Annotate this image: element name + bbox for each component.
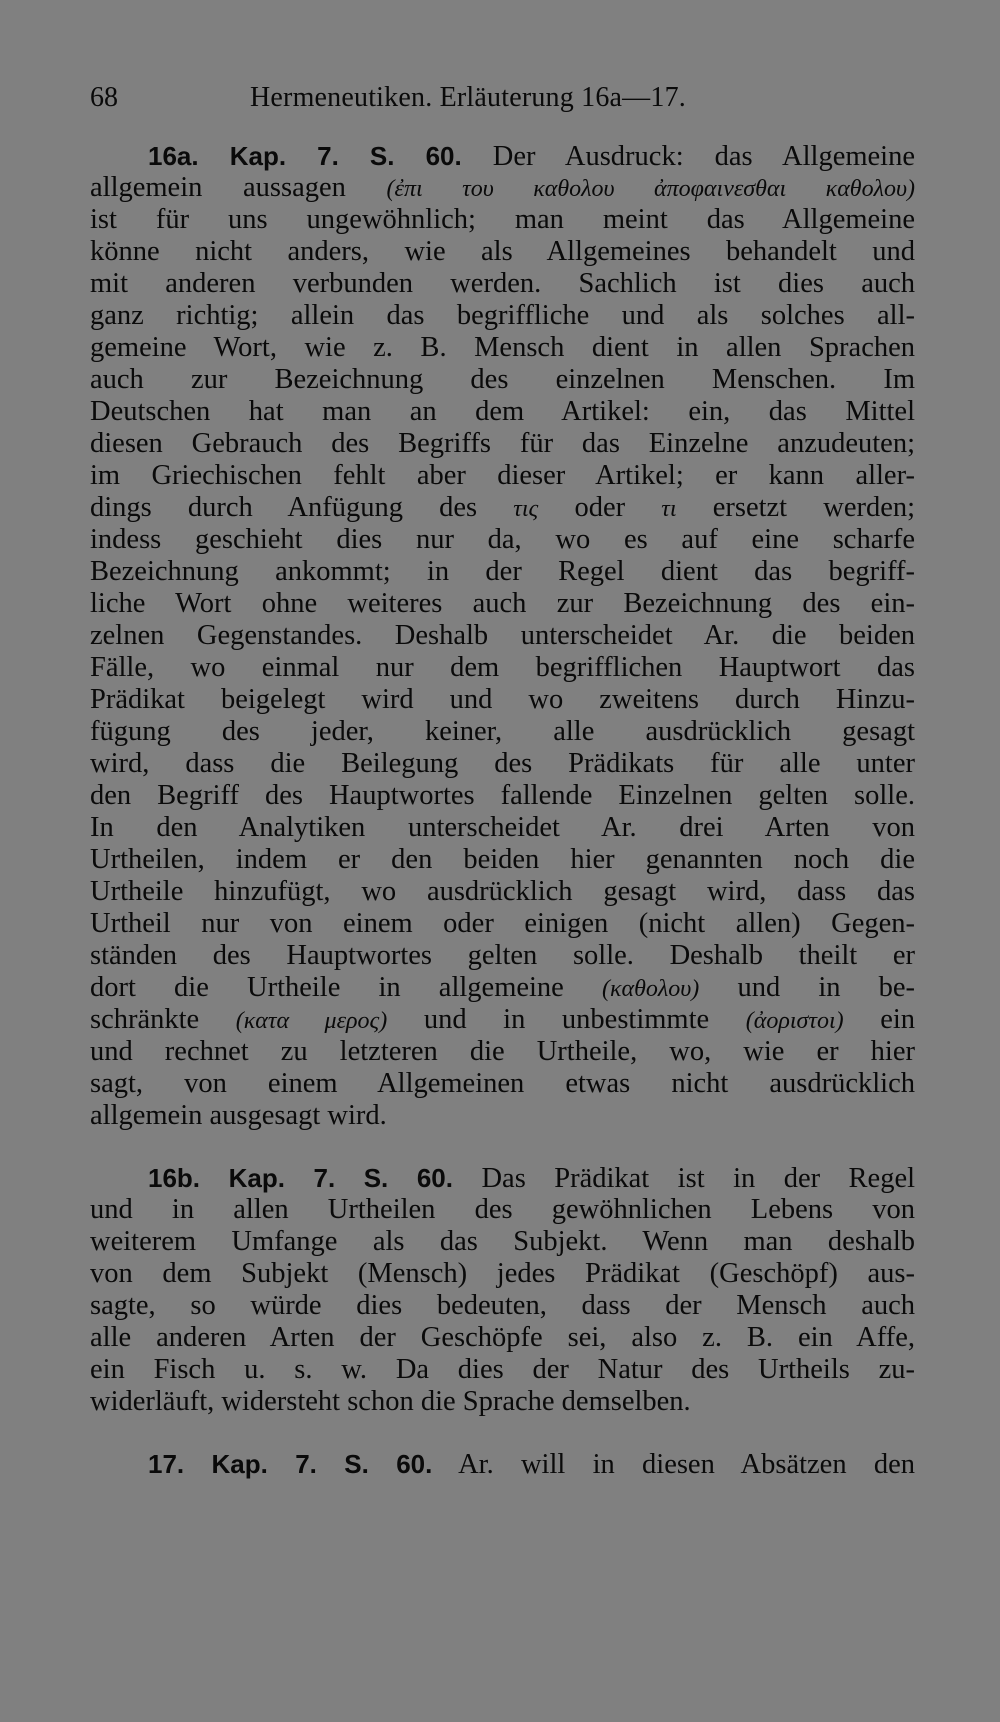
text-line: Deutschen hat man an dem Artikel: ein, das Mittel — [90, 396, 915, 427]
text-line: von dem Subjekt (Mensch) jedes Prädikat (Geschöpf) aus- — [90, 1258, 915, 1289]
greek-word: τι — [661, 496, 677, 522]
text-line: widerläuft, widersteht schon die Sprache demselben. — [90, 1386, 691, 1417]
greek-phrase: (ἐπι του καθολου ἀποφαινεσθαι καθολου) — [386, 176, 915, 202]
note-label: 16a. Kap. 7. S. 60. — [148, 141, 462, 171]
text-line: dings durch Anfügung des τις oder τι ersetzt werden; — [90, 492, 915, 523]
text-line: sagt, von einem Allgemeinen etwas nicht ausdrücklich — [90, 1068, 915, 1099]
text-line: dort die Urtheile in allgemeine (καθολου) und in be- — [90, 972, 915, 1003]
text-line: mit anderen verbunden werden. Sachlich ist dies auch — [90, 268, 915, 299]
page-body — [90, 140, 915, 1480]
text-line: ganz richtig; allein das begriffliche und als solches all- — [90, 300, 915, 331]
text-line: auch zur Bezeichnung des einzelnen Menschen. Im — [90, 364, 915, 395]
note-label: 17. Kap. 7. S. 60. — [148, 1449, 433, 1479]
text-line: und in allen Urtheilen des gewöhnlichen Lebens von — [90, 1194, 915, 1225]
paragraph-gap — [90, 1132, 915, 1162]
note-16b — [90, 1162, 915, 1418]
text-line: weiterem Umfange als das Subjekt. Wenn man deshalb — [90, 1226, 915, 1257]
text-line: Prädikat beigelegt wird und wo zweitens durch Hinzu- — [90, 684, 915, 715]
text-line: alle anderen Arten der Geschöpfe sei, also z. B. ein Affe, — [90, 1322, 915, 1353]
text-line: im Griechischen fehlt aber dieser Artikel; er kann aller- — [90, 460, 915, 491]
text-line: fügung des jeder, keiner, alle ausdrücklich gesagt — [90, 716, 915, 747]
text-line: allgemein aussagen (ἐπι του καθολου ἀποφαινεσθαι καθολου) — [90, 172, 915, 203]
page-header — [90, 78, 910, 118]
text-line: wird, dass die Beilegung des Prädikats für alle unter — [90, 748, 915, 779]
greek-word: τις — [513, 496, 539, 522]
text-line: indess geschieht dies nur da, wo es auf eine scharfe — [90, 524, 915, 555]
text-line: Urtheilen, indem er den beiden hier genannten noch die — [90, 844, 915, 875]
text-line: ein Fisch u. s. w. Da dies der Natur des Urtheils zu- — [90, 1354, 915, 1385]
text-line: diesen Gebrauch des Begriffs für das Einzelne anzudeuten; — [90, 428, 915, 459]
text-line: schränkte (κατα μερος) und in unbestimmte (ἀοριστοι) ein — [90, 1004, 915, 1035]
text-line: gemeine Wort, wie z. B. Mensch dient in allen Sprachen — [90, 332, 915, 363]
text-line: In den Analytiken unterscheidet Ar. drei Arten von — [90, 812, 915, 843]
text-line: 16b. Kap. 7. S. 60. Das Prädikat ist in der Regel — [148, 1163, 915, 1194]
text-line: Urtheil nur von einem oder einigen (nicht allen) Gegen- — [90, 908, 915, 939]
text-line: könne nicht anders, wie als Allgemeines behandelt und — [90, 236, 915, 267]
text-line: liche Wort ohne weiteres auch zur Bezeichnung des ein- — [90, 588, 915, 619]
greek-word: (ἀοριστοι) — [745, 1008, 844, 1034]
text-line: 16a. Kap. 7. S. 60. Der Ausdruck: das Allgemeine — [148, 141, 915, 172]
text-line: 17. Kap. 7. S. 60. Ar. will in diesen Absätzen den — [148, 1449, 915, 1480]
text-line: allgemein ausgesagt wird. — [90, 1100, 387, 1131]
paragraph-gap — [90, 1418, 915, 1448]
text-line: sagte, so würde dies bedeuten, dass der Mensch auch — [90, 1290, 915, 1321]
text-line: den Begriff des Hauptwortes fallende Einzelnen gelten solle. — [90, 780, 915, 811]
note-16a — [90, 140, 915, 1132]
page-number: 68 — [90, 82, 118, 113]
note-17 — [90, 1448, 915, 1480]
text-line: und rechnet zu letzteren die Urtheile, wo, wie er hier — [90, 1036, 915, 1067]
greek-word: (καθολου) — [601, 976, 700, 1002]
text-line: Fälle, wo einmal nur dem begrifflichen Hauptwort das — [90, 652, 915, 683]
greek-phrase: (κατα μερος) — [235, 1008, 388, 1034]
running-head: Hermeneutiken. Erläuterung 16a—17. — [250, 82, 686, 113]
note-label: 16b. Kap. 7. S. 60. — [148, 1163, 453, 1193]
text-line: Urtheile hinzufügt, wo ausdrücklich gesagt wird, dass das — [90, 876, 915, 907]
text-line: Bezeichnung ankommt; in der Regel dient das begriff- — [90, 556, 915, 587]
text-line: ständen des Hauptwortes gelten solle. Deshalb theilt er — [90, 940, 915, 971]
text-line: ist für uns ungewöhnlich; man meint das Allgemeine — [90, 204, 915, 235]
text-line: zelnen Gegenstandes. Deshalb unterscheidet Ar. die beiden — [90, 620, 915, 651]
